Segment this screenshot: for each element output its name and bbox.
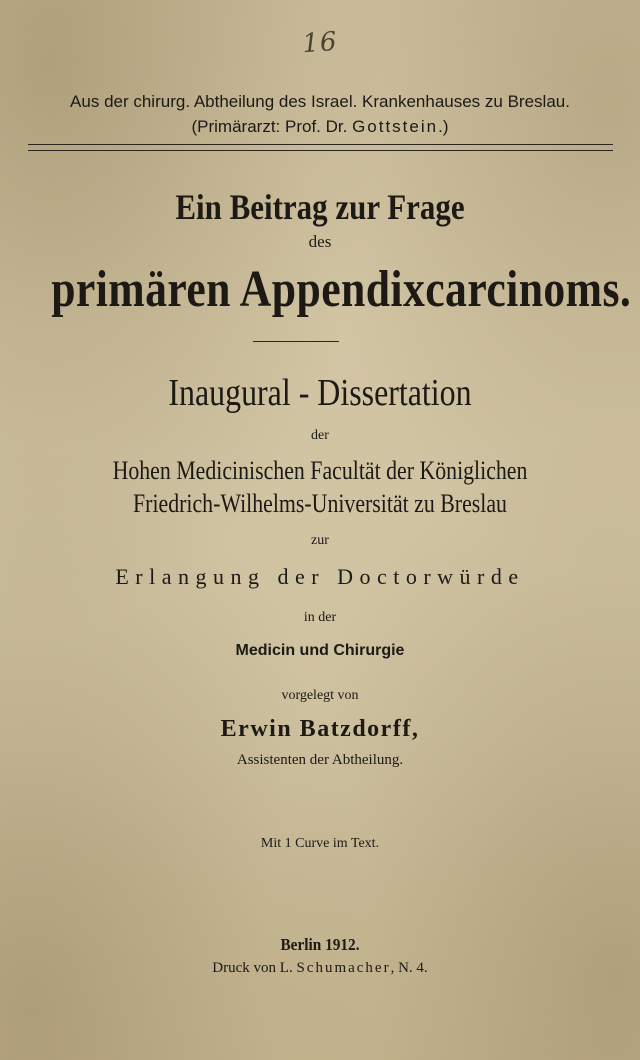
printer-name: Schumacher xyxy=(296,960,391,976)
institution-line-2-prefix: (Primärarzt: Prof. Dr. xyxy=(191,117,353,136)
dissertation-der: der xyxy=(311,428,329,443)
short-rule-divider xyxy=(253,341,339,342)
printer-prefix: Druck von L. xyxy=(212,960,297,976)
dissertation-in-der: in der xyxy=(303,610,337,625)
institution-line-2 xyxy=(0,117,640,137)
title-line-1: Ein Beitrag zur Frage xyxy=(175,187,465,227)
dissertation-zur: zur xyxy=(311,533,329,548)
title-line-2: primären Appendixcarcinoms. xyxy=(51,261,632,318)
handwritten-mark: 16 xyxy=(301,26,339,60)
degree-subject: Medicin und Chirurgie xyxy=(235,642,405,659)
author-name: Erwin Batzdorff, xyxy=(220,716,420,742)
place-year: Berlin 1912. xyxy=(280,935,360,954)
faculty-line-2: Friedrich-Wilhelms-Universität zu Breslau xyxy=(133,489,507,518)
faculty-line-1: Hohen Medicinischen Facultät der Königlichen xyxy=(112,456,528,485)
degree-purpose: Erlangung der Doctorwürde xyxy=(115,564,525,589)
presented-by: vorgelegt von xyxy=(281,688,359,703)
printer-suffix: , N. 4. xyxy=(390,960,428,976)
institution-line-2-suffix: .) xyxy=(438,117,449,136)
printer-line xyxy=(0,960,640,977)
chief-physician-name: Gottstein xyxy=(352,117,439,136)
institution-line-1: Aus der chirurg. Abtheilung des Israel. Krankenhauses zu Breslau. xyxy=(70,92,570,111)
dissertation-heading: Inaugural - Dissertation xyxy=(168,372,472,414)
double-rule-divider xyxy=(28,144,613,151)
figure-note: Mit 1 Curve im Text. xyxy=(260,836,380,851)
author-role: Assistenten der Abtheilung. xyxy=(236,752,404,768)
title-connector: des xyxy=(308,232,332,251)
